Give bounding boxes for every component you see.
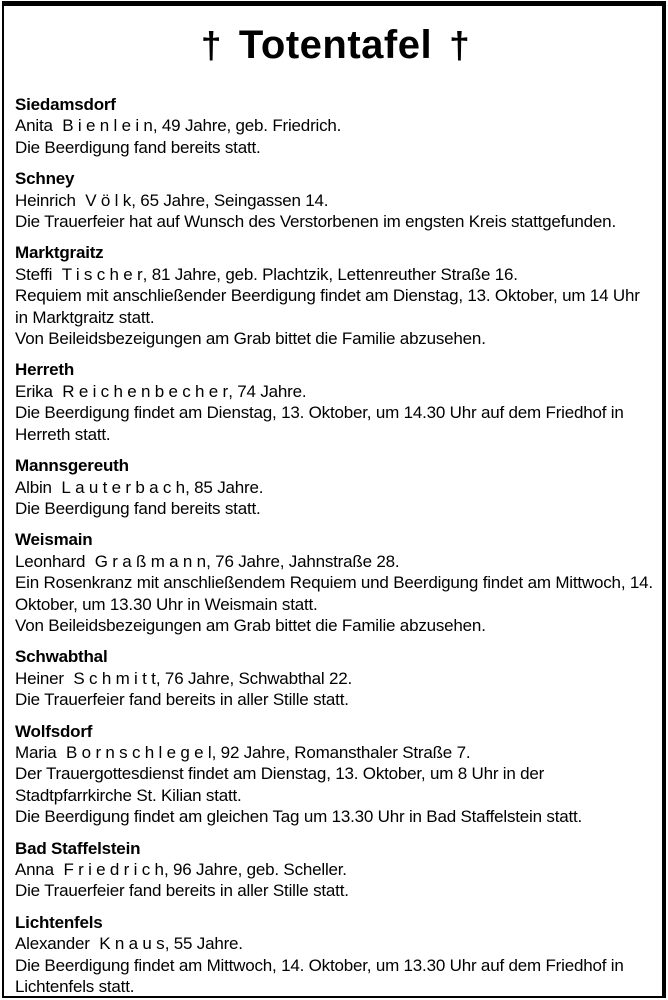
- funeral-detail: Die Beerdigung findet am Dienstag, 13. Oktober, um 14.30 Uhr auf dem Friedhof in Herreth statt.: [15, 403, 624, 444]
- deceased-name-suffix: , 92 Jahre, Romansthaler Straße 7.: [211, 742, 471, 762]
- deceased-name-suffix: , 74 Jahre.: [228, 381, 307, 401]
- town-name: Mannsgereuth: [15, 456, 129, 476]
- deceased-name-suffix: , 49 Jahre, geb. Friedrich.: [152, 116, 342, 136]
- deceased-name-line: [15, 381, 656, 402]
- town-name: Lichtenfels: [15, 912, 103, 932]
- deceased-name-line: [15, 190, 656, 211]
- deceased-name-line: [15, 551, 656, 572]
- town-name: Wolfsdorf: [15, 721, 93, 741]
- deceased-first-name: Albin: [15, 477, 57, 497]
- obituary-entry: [15, 838, 656, 902]
- town-name: Bad Staffelstein: [15, 838, 141, 858]
- deceased-name-suffix: , 55 Jahre.: [164, 934, 243, 954]
- deceased-name-suffix: , 65 Jahre, Seingassen 14.: [131, 190, 329, 210]
- deceased-name-suffix: , 76 Jahre, Schwabthal 22.: [155, 668, 352, 688]
- deceased-first-name: Heinrich: [15, 190, 81, 210]
- deceased-name-suffix: , 81 Jahre, geb. Plachtzik, Lettenreuther Straße 16.: [142, 264, 518, 284]
- deceased-name-line: [15, 264, 656, 285]
- deceased-surname: Tischer: [61, 264, 147, 284]
- funeral-detail: Die Beerdigung fand bereits statt.: [15, 137, 261, 157]
- deceased-surname: Friedrich: [63, 860, 169, 879]
- deceased-surname: Bienlein: [62, 116, 158, 136]
- deceased-first-name: Alexander: [15, 934, 95, 954]
- deceased-name-line: [15, 742, 656, 763]
- deceased-first-name: Leonhard: [15, 551, 90, 571]
- deceased-first-name: Anna: [15, 860, 59, 879]
- funeral-detail: Von Beileidsbezeigungen am Grab bittet die Familie abzusehen.: [15, 615, 486, 635]
- obituary-entry: [15, 168, 656, 232]
- town-name: Marktgraitz: [15, 243, 104, 263]
- deceased-name-line: [15, 115, 656, 136]
- funeral-detail: Von Beileidsbezeigungen am Grab bittet die Familie abzusehen.: [15, 329, 486, 349]
- funeral-detail: Die Beerdigung fand bereits statt.: [15, 498, 261, 518]
- deceased-first-name: Heiner: [15, 668, 69, 688]
- obituary-entry: [15, 242, 656, 349]
- deceased-first-name: Steffi: [15, 264, 57, 284]
- obituary-entry: [15, 646, 656, 710]
- deceased-name-line: [15, 859, 656, 880]
- funeral-detail: Die Trauerfeier hat auf Wunsch des Verstorbenen im engsten Kreis stattgefunden.: [15, 212, 616, 232]
- page-header: [15, 23, 656, 68]
- page-title-text: Totentafel: [238, 23, 433, 67]
- obituary-entry: [15, 94, 656, 158]
- funeral-detail: Die Trauerfeier fand bereits in aller Stille statt.: [15, 690, 349, 710]
- obituary-list: [15, 94, 656, 997]
- town-name: Siedamsdorf: [15, 95, 116, 114]
- deceased-first-name: Erika: [15, 381, 58, 401]
- deceased-name-suffix: , 96 Jahre, geb. Scheller.: [163, 860, 347, 879]
- deceased-surname: Schmitt: [73, 668, 161, 688]
- deceased-name-line: [15, 668, 656, 689]
- funeral-detail: Die Beerdigung findet am gleichen Tag um 13.30 Uhr in Bad Staffelstein statt.: [15, 807, 583, 827]
- funeral-detail: Requiem mit anschließender Beerdigung findet am Dienstag, 13. Oktober, um 14 Uhr in Marktgraitz statt.: [15, 286, 640, 327]
- deceased-name-line: [15, 477, 656, 498]
- deceased-surname: Graßmann: [94, 551, 211, 571]
- deceased-name-suffix: , 85 Jahre.: [185, 477, 264, 497]
- deceased-surname: Bornschlegel: [66, 742, 216, 762]
- deceased-first-name: Maria: [15, 742, 62, 762]
- town-name: Weismain: [15, 530, 93, 550]
- funeral-detail: Ein Rosenkranz mit anschließendem Requiem und Beerdigung findet am Mittwoch, 14. Oktober, um 13.30 Uhr in Weismain statt.: [15, 573, 653, 614]
- town-name: Schwabthal: [15, 647, 108, 667]
- obituary-entry: [15, 912, 656, 998]
- deceased-surname: Völk: [85, 190, 136, 210]
- deceased-surname: Lauterbach: [61, 477, 190, 497]
- town-name: Schney: [15, 169, 75, 189]
- deceased-name-suffix: , 76 Jahre, Jahnstraße 28.: [206, 551, 400, 571]
- obituary-entry: [15, 455, 656, 519]
- deceased-surname: Reichenbecher: [62, 381, 233, 401]
- funeral-detail: Die Trauerfeier fand bereits in aller Stille statt.: [15, 881, 349, 901]
- obituary-entry: [15, 359, 656, 445]
- obituary-entry: [15, 529, 656, 636]
- page-title: [15, 23, 656, 68]
- deceased-first-name: Anita: [15, 116, 58, 136]
- cross-icon-right: †: [449, 25, 471, 66]
- funeral-detail: Der Trauergottesdienst findet am Dienstag, 13. Oktober, um 8 Uhr in der Stadtpfarrkirche St. Kilian statt.: [15, 764, 545, 805]
- town-name: Herreth: [15, 360, 75, 380]
- cross-icon-left: †: [200, 25, 222, 66]
- obituary-entry: [15, 721, 656, 828]
- deceased-surname: Knaus: [99, 934, 169, 954]
- totentafel-page: [2, 1, 666, 998]
- funeral-detail: Die Beerdigung findet am Mittwoch, 14. Oktober, um 13.30 Uhr auf dem Friedhof in Lichtenfels statt.: [15, 955, 624, 997]
- deceased-name-line: [15, 933, 656, 954]
